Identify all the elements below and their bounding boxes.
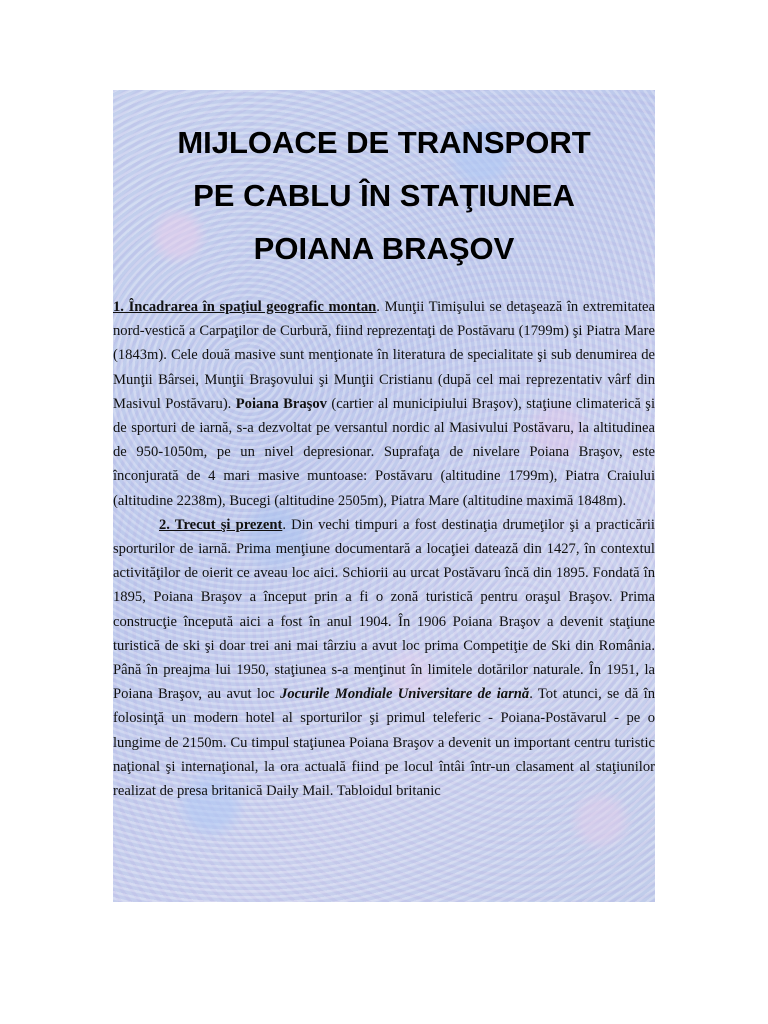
document-body (113, 295, 655, 803)
document-page (113, 90, 655, 902)
section-2-heading: 2. Trecut şi prezent (159, 516, 283, 533)
title-line-2: PE CABLU ÎN STAŢIUNEA (193, 178, 575, 213)
section-1-text-a: . Munţii Timişului se detaşează în extremitatea nord-vestică a Carpaţilor de Curbură, fiind reprezentaţi de Postăvaru (1799m) şi Piatra Mare (1843m). Cele două masive sunt menţionate în literatura de specialitate şi sub denumirea de Munţii Bârsei, Munţii Braşovului şi Munţii Cristianu (după cel mai reprezentativ vârf din Masivul Postăvaru). (113, 299, 655, 412)
title-line-1: MIJLOACE DE TRANSPORT (177, 125, 591, 160)
section-2-text-a: . Din vechi timpuri a fost destinaţia drumeţilor şi a practicării sporturilor de iarnă. Prima menţiune documentară a locaţiei datează din 1427, în contextul activităţilor de oierit ce aveau loc aici. Schiorii au urcat Postăvaru încă din 1895. Fondată în 1895, Poiana Braşov a început prin a fi o zonă turistică pentru oraşul Braşov. Prima construcţie începută aici a fost în anul 1904. În 1906 Poiana Braşov a devenit staţiune turistică de ski şi doar trei ani mai târziu a avut loc prima Competiţie de Ski din România. Până în preajma lui 1950, staţiunea s-a menţinut în limitele dotărilor naturale. În 1951, la Poiana Braşov, au avut loc (113, 516, 655, 703)
section-1-heading: 1. Încadrarea în spaţiul geografic montan (113, 299, 377, 315)
section-2-bold-italic: Jocurile Mondiale Universitare de iarnă (280, 686, 530, 703)
section-1-bold-name: Poiana Braşov (235, 395, 327, 412)
title-line-3: POIANA BRAŞOV (253, 231, 515, 266)
document-title (113, 116, 655, 275)
paragraph-section-2 (113, 513, 655, 803)
paragraph-section-1 (113, 295, 655, 513)
section-1-text-b: (cartier al municipiului Braşov), staţiune climaterică şi de sporturi de iarnă, s-a dezvoltat pe versantul nordic al Masivului Postăvaru, la altitudinea de 950-1050m, pe un nivel depresionar. Suprafaţa de nivelare Poiana Braşov, este înconjurată de 4 mari masive muntoase: Postăvaru (altitudine 1799m), Piatra Craiului (altitudine 2238m), Bucegi (altitudine 2505m), Piatra Mare (altitudine maximă 1848m). (113, 395, 655, 509)
section-2-text-b: . Tot atunci, se dă în folosinţă un modern hotel al sporturilor şi primul teleferic - Poiana-Postăvarul - pe o lungime de 2150m. Cu timpul staţiunea Poiana Braşov a devenit un important centru turistic naţional şi internaţional, la ora actuală fiind pe locul întâi într-un clasament al staţiunilor realizat de presa britanică Daily Mail. Tabloidul britanic (113, 686, 655, 800)
